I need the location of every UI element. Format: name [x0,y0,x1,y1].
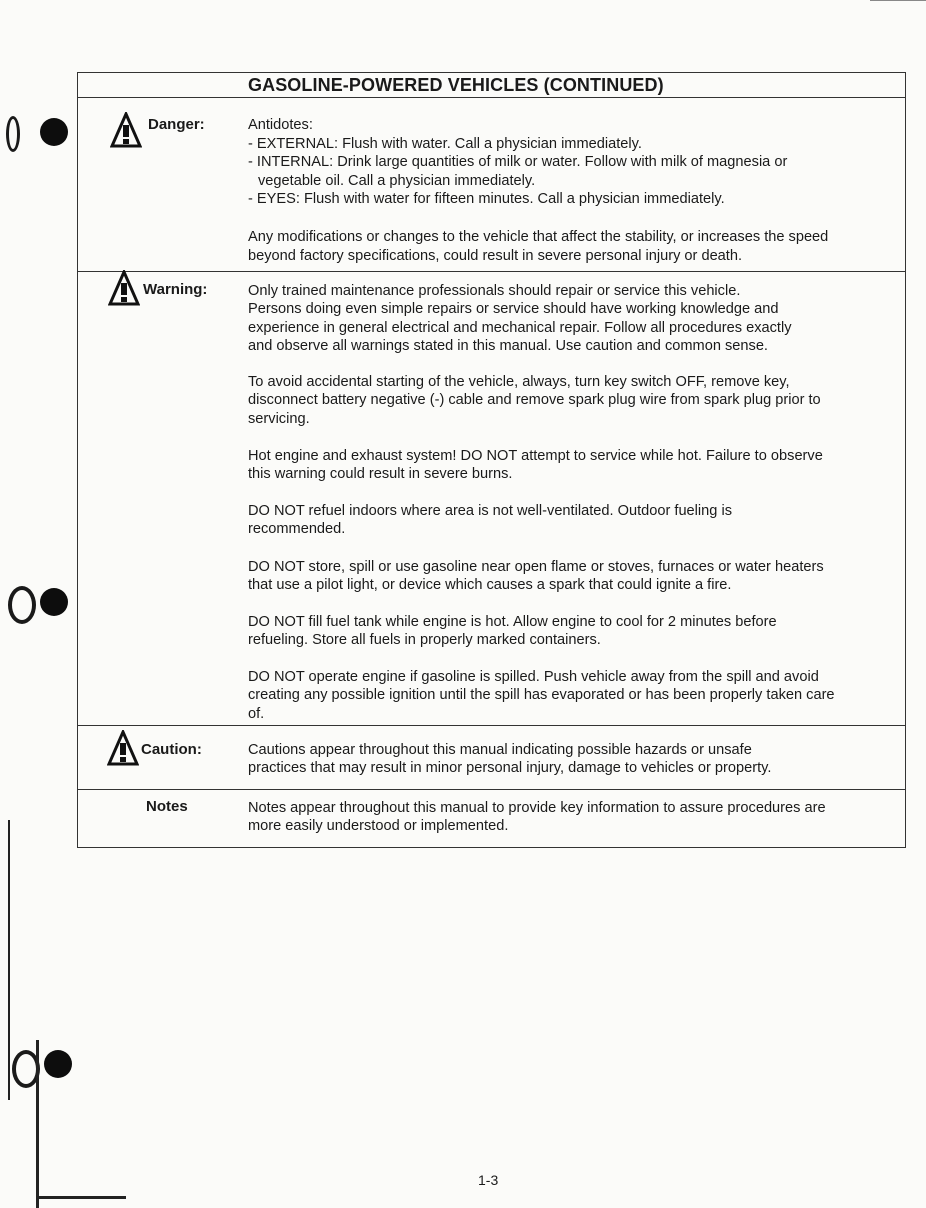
divider [77,725,906,726]
notes-label: Notes [146,798,188,815]
warning-paragraph [248,282,792,355]
danger-antidotes [248,116,787,209]
text-line: Only trained maintenance professionals should repair or service this vehicle. [248,283,741,299]
text-line: Hot engine and exhaust system! DO NOT attempt to service while hot. Failure to observe [248,448,823,464]
scan-edge [36,1040,39,1208]
caution-label: Caution: [141,741,202,758]
notes-text [248,799,826,836]
warning-paragraph [248,447,823,484]
text-line: that use a pilot light, or device which causes a spark that could ignite a fire. [248,577,732,594]
text-line: Any modifications or changes to the vehicle that affect the stability, or increases the speed [248,229,829,245]
text-line: practices that may result in minor personal injury, damage to vehicles or property. [248,760,772,777]
warning-triangle-icon [108,270,140,306]
text-line: DO NOT operate engine if gasoline is spilled. Push vehicle away from the spill and avoid [248,669,819,685]
warning-paragraph [248,613,777,650]
text-line: refueling. Store all fuels in properly marked containers. [248,632,601,649]
text-line: - INTERNAL: Drink large quantities of milk or water. Follow with milk of magnesia or [248,154,788,170]
divider [77,271,906,272]
warning-paragraph [248,558,824,595]
text-line: Antidotes: [248,117,313,133]
warning-paragraph [248,668,835,723]
page-title: GASOLINE-POWERED VEHICLES (CONTINUED) [248,75,664,95]
text-line: vegetable oil. Call a physician immediately. [258,172,536,189]
divider [77,97,906,98]
text-line: creating any possible ignition until the spill has evaporated or has been properly taken care [248,687,835,704]
scan-edge [36,1196,126,1199]
text-line: beyond factory specifications, could result in severe personal injury or death. [248,247,743,264]
text-line: Notes appear throughout this manual to provide key information to assure procedures are [248,800,826,816]
caution-text [248,741,771,778]
warning-label: Warning: [143,281,208,298]
text-line: servicing. [248,410,310,427]
scan-edge [8,820,10,1100]
punch-hole [40,588,68,616]
warning-paragraph [248,502,732,539]
text-line: of. [248,705,265,722]
text-line: DO NOT refuel indoors where area is not well-ventilated. Outdoor fueling is [248,503,732,519]
text-line: To avoid accidental starting of the vehicle, always, turn key switch OFF, remove key, [248,374,790,390]
text-line: this warning could result in severe burns. [248,466,513,483]
text-line: disconnect battery negative (-) cable and remove spark plug wire from spark plug prior to [248,392,821,409]
text-line: experience in general electrical and mechanical repair. Follow all procedures exactly [248,319,792,336]
text-line: DO NOT fill fuel tank while engine is hot. Allow engine to cool for 2 minutes before [248,614,777,630]
text-line: DO NOT store, spill or use gasoline near open flame or stoves, furnaces or water heaters [248,559,824,575]
punch-hole-ring [8,586,36,624]
warning-triangle-icon [110,112,142,148]
text-line: more easily understood or implemented. [248,818,509,835]
danger-label: Danger: [148,116,205,133]
warning-paragraph [248,373,821,428]
danger-modifications [248,228,828,265]
warning-triangle-icon [107,730,139,766]
page-number: 1-3 [478,1172,499,1188]
text-line: recommended. [248,521,346,538]
punch-hole-ring [6,116,20,152]
text-line: Persons doing even simple repairs or service should have working knowledge and [248,301,779,318]
punch-hole [44,1050,72,1078]
scan-edge [870,0,926,1]
text-line: Cautions appear throughout this manual indicating possible hazards or unsafe [248,742,752,758]
text-line: - EXTERNAL: Flush with water. Call a physician immediately. [248,135,642,152]
divider [77,789,906,790]
punch-hole [40,118,68,146]
text-line: and observe all warnings stated in this manual. Use caution and common sense. [248,337,768,354]
text-line: - EYES: Flush with water for fifteen minutes. Call a physician immediately. [248,191,725,207]
